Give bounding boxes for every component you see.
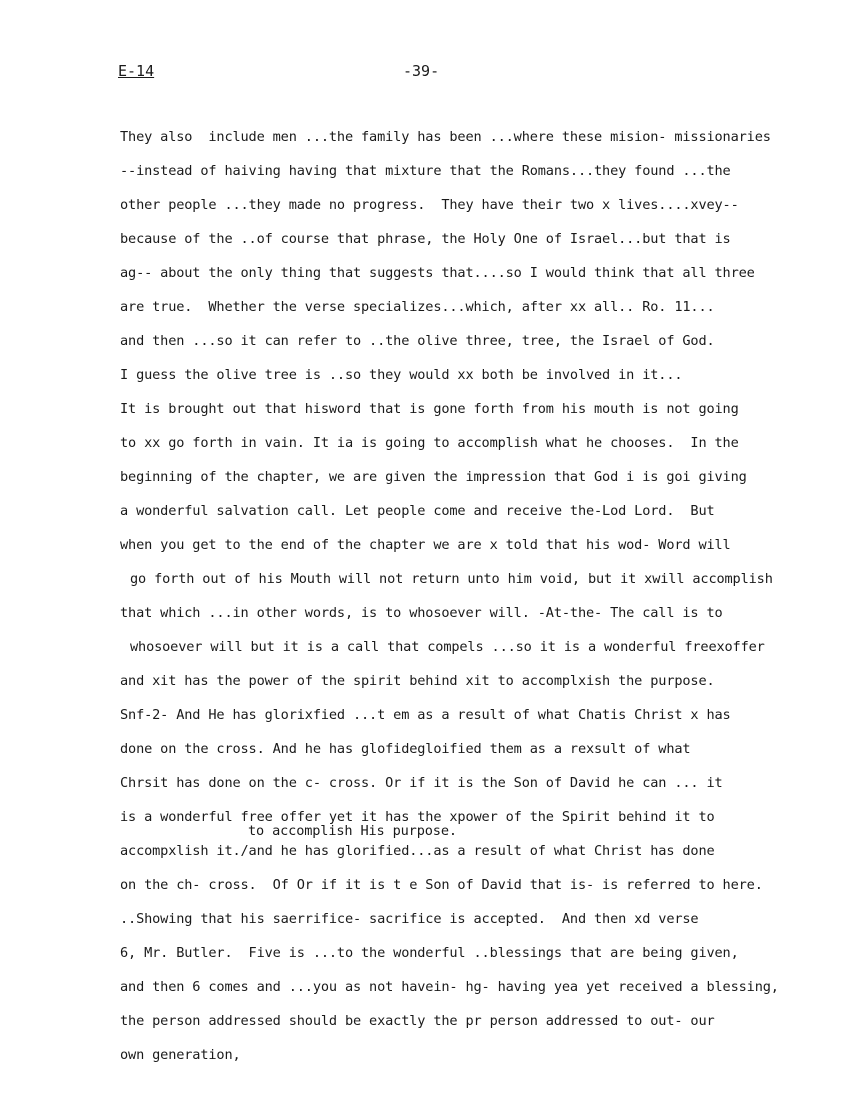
- inserted-correction-line: to accomplish His purpose.: [248, 823, 457, 839]
- text-line: Snf-2- And He has glorixfied ...t em as a result of what Chatis Christ x has: [120, 707, 731, 723]
- text-line: a wonderful salvation call. Let people come and receive the-Lod Lord. But: [120, 503, 715, 519]
- text-line: to xx go forth in vain. It ia is going to accomplish what he chooses. In the: [120, 435, 739, 451]
- text-line: because of the ..of course that phrase, the Holy One of Israel...but that is: [120, 231, 731, 247]
- text-line: accompxlish it./and he has glorified...as a result of what Christ has done: [120, 843, 715, 859]
- text-line: ..Showing that his saerrifice- sacrifice is accepted. And then xd verse: [120, 911, 699, 927]
- text-line: on the ch- cross. Of Or if it is t e Son of David that is- is referred to here.: [120, 877, 763, 893]
- text-line: and then 6 comes and ...you as not havein- hg- having yea yet received a blessing,: [120, 979, 779, 995]
- text-line: are true. Whether the verse specializes...which, after xx all.. Ro. 11...: [120, 299, 715, 315]
- text-line: own generation,: [120, 1047, 241, 1063]
- text-line: beginning of the chapter, we are given the impression that God i is goi giving: [120, 469, 747, 485]
- text-line: 6, Mr. Butler. Five is ...to the wonderful ..blessings that are being given,: [120, 945, 739, 961]
- text-line: and xit has the power of the spirit behind xit to accomplxish the purpose.: [120, 673, 715, 689]
- text-line: is a wonderful free offer yet it has the xpower of the Spirit behind it to: [120, 809, 715, 825]
- text-line: and then ...so it can refer to ..the olive three, tree, the Israel of God.: [120, 333, 715, 349]
- text-line: They also include men ...the family has been ...where these mision- missionaries: [120, 129, 771, 145]
- text-line: that which ...in other words, is to whosoever will. -At-the- The call is to: [120, 605, 723, 621]
- text-line: done on the cross. And he has glofidegloified them as a rexsult of what: [120, 741, 691, 757]
- page-reference: E-14: [118, 62, 155, 80]
- text-line: go forth out of his Mouth will not return unto him void, but it xwill accomplish: [130, 571, 773, 587]
- page-number: -39-: [403, 62, 440, 80]
- text-line: when you get to the end of the chapter we are x told that his wod- Word will: [120, 537, 731, 553]
- text-line: whosoever will but it is a call that compels ...so it is a wonderful freexoffer: [130, 639, 765, 655]
- text-line: It is brought out that hisword that is gone forth from his mouth is not going: [120, 401, 739, 417]
- text-line: --instead of haiving having that mixture that the Romans...they found ...the: [120, 163, 731, 179]
- text-line: other people ...they made no progress. They have their two x lives....xvey--: [120, 197, 739, 213]
- text-line: Chrsit has done on the c- cross. Or if it is the Son of David he can ... it: [120, 775, 723, 791]
- text-line: the person addressed should be exactly the pr person addressed to out- our: [120, 1013, 715, 1029]
- text-line: I guess the olive tree is ..so they would xx both be involved in it...: [120, 367, 683, 383]
- text-line: ag-- about the only thing that suggests that....so I would think that all three: [120, 265, 755, 281]
- typed-transcript-body: [120, 126, 820, 1078]
